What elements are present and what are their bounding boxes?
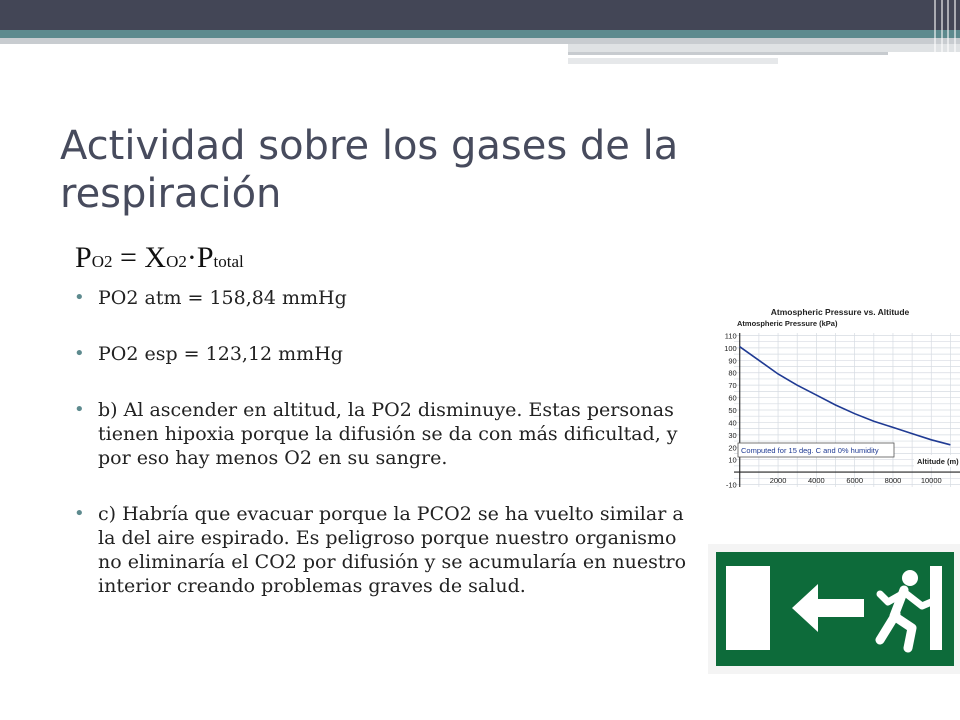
bullet-dot-icon: •	[74, 343, 85, 364]
bullet-text: c) Habría que evacuar porque la PCO2 se ha vuelto similar a la del aire espirado. Es peligroso porque nuestro organismo no eliminaría el CO2 por difusión y se acumularía en nuestro interior creando problemas graves de salud.	[98, 503, 687, 597]
header-decor-strip-lower	[568, 58, 778, 64]
chart-y-tick-label: 10	[728, 455, 737, 465]
exit-sign-image	[708, 544, 960, 674]
chart-series-line	[740, 347, 951, 445]
slide-title: Actividad sobre los gases de la respiración	[60, 123, 679, 217]
chart-y-tick-label: 100	[724, 343, 737, 353]
chart-y-tick-label: 40	[728, 418, 737, 428]
chart-x-label: Altitude (m)	[917, 457, 959, 466]
chart-y-tick-label: 110	[724, 331, 737, 341]
bullet-item	[74, 502, 694, 598]
chart-x-tick-label: 2000	[769, 476, 787, 486]
header-bar	[0, 0, 960, 30]
formula-equals: =	[112, 241, 145, 274]
chart-y-tick-label: 30	[728, 430, 737, 440]
chart-y-tick-label: 60	[728, 393, 737, 403]
chart-annotation: Computed for 15 deg. C and 0% humidity	[741, 446, 879, 455]
bullet-text: PO2 atm = 158,84 mmHg	[98, 287, 347, 309]
header-decor-strip	[568, 44, 960, 52]
chart-y-tick-label: 80	[728, 368, 737, 378]
bullet-text: PO2 esp = 123,12 mmHg	[98, 343, 343, 365]
chart-y-tick-label: 70	[728, 381, 737, 391]
bullet-dot-icon: •	[74, 399, 85, 420]
formula-x-sub: O2	[166, 252, 187, 271]
header-accent-stripe	[0, 30, 960, 38]
header-decor-vertical-lines	[928, 0, 960, 66]
bullet-list	[74, 286, 694, 630]
door-icon	[726, 566, 770, 650]
chart-x-tick-label: 8000	[884, 476, 902, 486]
chart-y-tick-label: 90	[728, 356, 737, 366]
chart-svg	[708, 303, 960, 495]
exit-sign-svg	[708, 544, 960, 674]
partial-pressure-formula	[75, 240, 244, 280]
pressure-altitude-chart	[708, 303, 960, 495]
bullet-text: b) Al ascender en altitud, la PO2 disminuye. Estas personas tienen hipoxia porque la difusión se da con más dificultad, y por eso hay menos O2 en su sangre.	[98, 399, 678, 469]
bullet-item	[74, 342, 694, 366]
chart-title: Atmospheric Pressure vs. Altitude	[770, 307, 910, 317]
bullet-dot-icon: •	[74, 503, 85, 524]
formula-x: X	[144, 241, 167, 274]
formula-ptotal: P	[196, 241, 214, 274]
chart-y-tick-label: 20	[728, 443, 737, 453]
chart-x-tick-label: 10000	[920, 476, 942, 486]
formula-dot: ·	[186, 241, 197, 274]
chart-x-tick-label: 6000	[846, 476, 864, 486]
chart-x-tick-label: 4000	[808, 476, 825, 486]
formula-p: P	[75, 241, 92, 274]
formula-p-sub: O2	[91, 252, 113, 271]
chart-y-tick-label: 50	[728, 406, 737, 415]
formula-ptotal-sub: total	[213, 252, 244, 271]
chart-y-tick-label: -10	[725, 480, 737, 490]
bullet-item	[74, 286, 694, 310]
header-decor-line	[568, 52, 888, 55]
chart-y-label: Atmospheric Pressure (kPa)	[737, 319, 838, 328]
bullet-item	[74, 398, 694, 470]
bullet-dot-icon: •	[74, 287, 85, 308]
chart-x-ticks	[770, 476, 942, 485]
exit-sign-bar	[930, 566, 942, 650]
